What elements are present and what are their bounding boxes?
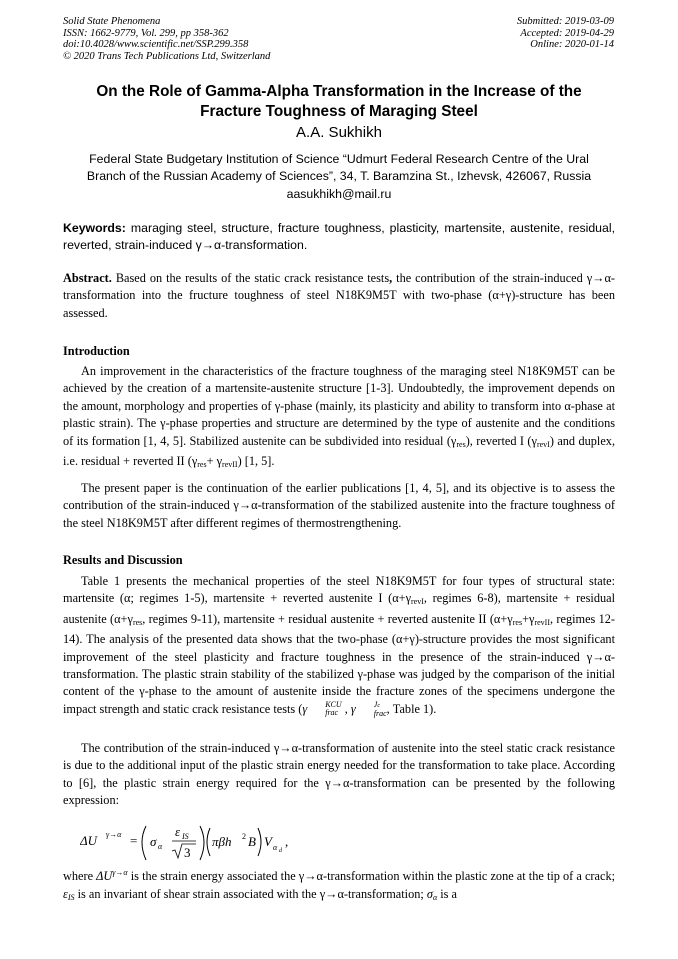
equation-V-sub: α [273, 843, 278, 852]
introduction-paragraph-2: The present paper is the continuation of the earlier publications [1, 4, 5], and its objective is to assess the contribution of the strain-induced γ→α-transformation of the stabilized austenite into the fracture toughness of the steel N18K9M5T after different regimes of thermostrengthening. [63, 481, 615, 530]
author: A.A. Sukhikh [296, 124, 382, 141]
equation-V: V [264, 834, 272, 849]
results-paragraph-2: The contribution of the strain-induced γ→α-transformation of austenite into the steel static crack resistance is due to the additional input of the plastic strain energy needed for the transformation to take place. According to [6], the plastic strain energy required for the γ→α-transformation can be presented by the following expression: [63, 741, 615, 808]
keywords-label: Keywords: [63, 221, 126, 235]
results-heading: Results and Discussion [63, 553, 183, 567]
doi-line: doi:10.4028/www.scientific.net/SSP.299.358 [63, 39, 249, 51]
equation-V-sub-sub: d [279, 848, 282, 854]
equation-lhs-sup: γ→α [106, 830, 122, 839]
introduction-heading: Introduction [63, 344, 130, 358]
abstract: Abstract. Based on the results of the static crack resistance tests, the contribution of the strain-induced γ→α-transformation into the fructure toughness of steel N18K9M5T with two-phase (α+γ)-structure has been assessed. [63, 271, 615, 320]
introduction-paragraph-1: An improvement in the characteristics of the fracture toughness of the maraging steel N18K9M5T can be achieved by the creation of a martensite-austenite structure [1-3]. Undoubtedly, the improvement depends on the amount, morphology and properties of γ-phase (mainly, its plasticity and ability to transform into α-phase at plastic strain). The γ-phase properties and structure are determined by the type of austenite and the conditions of its formation [1, 4, 5]. Stabilized austenite can be subdivided into residual $(\gamma_{res})$, reverted I $(\gamma_{revI})$ and duplex, i.e. residual + reverted II $(\gamma_{res}+ \gamma_{revII})$ [1, 5]. [63, 364, 616, 470]
equation-equals: = [130, 833, 138, 848]
affiliation: Federal State Budgetary Institution of Science “Udmurt Federal Research Centre of the Ural Branch of the Russian Academy of Sciences”, 34, T. Baramzina St., Izhevsk, 426067, Russia [86, 152, 592, 183]
equation-sqrt-arg: 3 [184, 845, 191, 860]
issn-line: ISSN: 1662-9779, Vol. 299, pp 358-362 [63, 27, 229, 39]
equation-explanation: where $\Delta U^{\gamma\to\alpha}$ is the strain energy associated the γ→α-transformation within the plastic zone at the tip of a crack; $\varepsilon_{IS}$ is an invariant of shear strain associated with the γ→α-transformation; $\sigma_\alpha$ is a [63, 868, 616, 902]
equation-epsilon: ε [175, 824, 181, 839]
accepted-date: Accepted: 2019-04-29 [520, 27, 614, 39]
equation-lhs: ΔU [80, 833, 98, 848]
equation-comma: , [285, 834, 289, 849]
online-date: Online: 2020-01-14 [530, 39, 614, 51]
equation-B: B [248, 834, 256, 849]
equation-epsilon-sub: IS [182, 832, 189, 841]
paper-title: On the Role of Gamma-Alpha Transformation in the Increase of the Fracture Toughness of Maraging Steel [96, 83, 582, 120]
submitted-date: Submitted: 2019-03-09 [516, 16, 614, 27]
equation-pi-beta-h: πβh [212, 834, 232, 849]
copyright-line: © 2020 Trans Tech Publications Ltd, Switzerland [63, 50, 271, 62]
equation-sigma-sub: α [158, 842, 163, 851]
results-paragraph-1: Table 1 presents the mechanical properties of the steel N18K9M5T for four types of structural state: martensite (α; regimes 1-5), martensite + reverted austenite I ($\alpha+\gamma_{revI}$, regimes 6-8), martensite + residual austenite ($\alpha+\gamma_{res}$, regimes 9-11), martensite + residual austenite + reverted austenite II ($\alpha+\gamma_{res}+\gamma_{revII}$, regimes 12-14). The analysis of the presented data shows that the two-phase (α+γ)-structure provides the most significant improvement of the steel plasticity and fracture toughness in the presence of the strain-induced γ→α-transformation. The plastic strain stability of the stabilized γ-phase was judged by the comparison of the initial content of the γ-phase to the amount of austenite inside the fracture zones of the specimens undergone the impact strength and static crack resistance tests (γ KCU frac , γ Jc frac , Table 1). [63, 574, 616, 718]
equation-h-sup: 2 [242, 832, 246, 841]
journal-name: Solid State Phenomena [63, 16, 161, 27]
equation-sigma: σ [150, 834, 157, 849]
journal-header [63, 16, 270, 62]
author-email[interactable]: aasukhikh@mail.ru [286, 187, 392, 201]
dates-header [517, 16, 614, 51]
strain-energy-equation [80, 820, 380, 864]
keywords-text: maraging steel, structure, fracture toughness, plasticity, martensite, austenite, residual, reverted, strain-induced γ→α-transformation. [63, 221, 615, 252]
keywords [63, 220, 615, 254]
abstract-label: Abstract. [63, 271, 112, 285]
